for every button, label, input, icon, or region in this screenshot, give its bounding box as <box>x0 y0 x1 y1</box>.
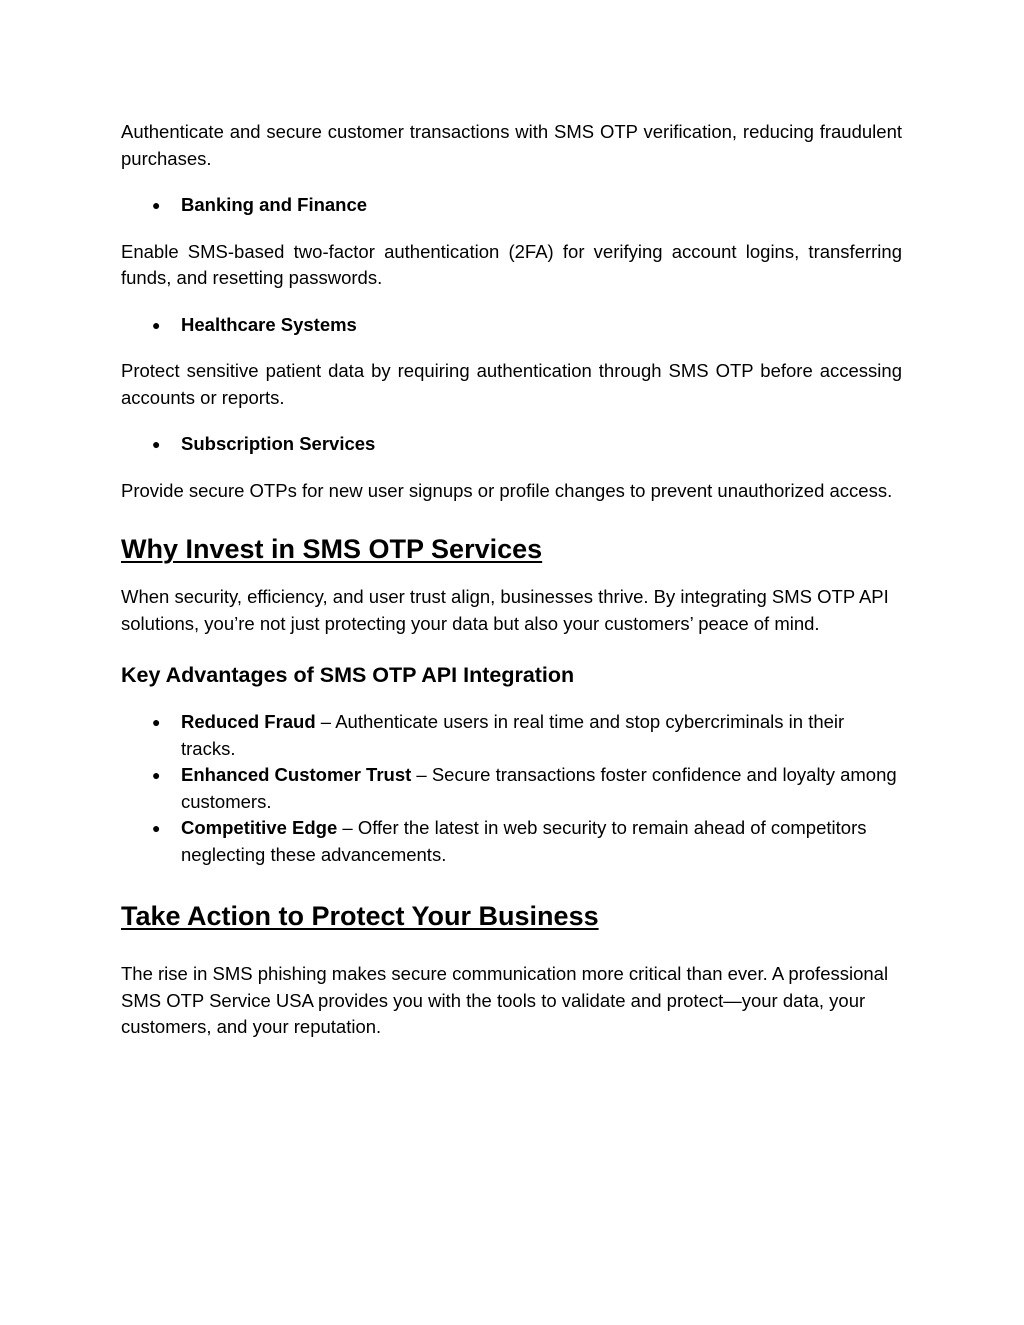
bullet-icon: ● <box>152 820 161 836</box>
use-case-title-banking <box>121 192 902 219</box>
why-invest-paragraph: When security, efficiency, and user trust align, businesses thrive. By integrating SMS OTP API solutions, you’re not just protecting your data but also your customers’ peace of mind. <box>121 586 889 634</box>
take-action-paragraph: The rise in SMS phishing makes secure communication more critical than ever. A professional SMS OTP Service USA provides you with the tools to validate and protect—your data, your customers, and your reputation. <box>121 963 889 1037</box>
advantage-desc: – Offer the latest in web security to remain ahead of competitors neglecting these advancements. <box>181 817 867 865</box>
use-case-text-banking: Enable SMS-based two-factor authentication (2FA) for verifying account logins, transferring funds, and resetting passwords. <box>121 240 902 288</box>
use-case-text-healthcare: Protect sensitive patient data by requiring authentication through SMS OTP before accessing accounts or reports. <box>121 360 902 408</box>
why-invest-heading: Why Invest in SMS OTP Services <box>121 534 543 564</box>
document-page <box>121 118 902 1041</box>
list-item <box>121 815 902 868</box>
use-case-title-text: Banking and Finance <box>181 194 368 215</box>
list-item <box>121 762 902 815</box>
bullet-icon: ● <box>152 436 161 452</box>
bullet-icon: ● <box>152 767 161 783</box>
use-case-text-subscription: Provide secure OTPs for new user signups or profile changes to prevent unauthorized access. <box>121 479 893 501</box>
advantage-desc: – Authenticate users in real time and stop cybercriminals in their tracks. <box>181 711 845 759</box>
advantage-term: Competitive Edge <box>181 817 338 838</box>
list-item <box>121 709 902 762</box>
advantage-term: Reduced Fraud <box>181 711 316 732</box>
key-advantages-heading: Key Advantages of SMS OTP API Integration <box>121 663 575 687</box>
advantage-term: Enhanced Customer Trust <box>181 764 412 785</box>
intro-paragraph: Authenticate and secure customer transactions with SMS OTP verification, reducing fraudulent purchases. <box>121 121 902 169</box>
bullet-icon: ● <box>152 316 161 333</box>
use-case-title-healthcare <box>121 312 902 339</box>
take-action-heading: Take Action to Protect Your Business <box>121 901 599 931</box>
bullet-icon: ● <box>152 714 161 730</box>
bullet-icon: ● <box>152 197 161 213</box>
use-case-title-subscription <box>121 431 902 458</box>
advantage-desc: – Secure transactions foster confidence and loyalty among customers. <box>181 764 897 812</box>
use-case-title-text: Healthcare Systems <box>181 313 357 335</box>
advantages-list <box>121 709 902 868</box>
use-case-title-text: Subscription Services <box>181 433 376 454</box>
